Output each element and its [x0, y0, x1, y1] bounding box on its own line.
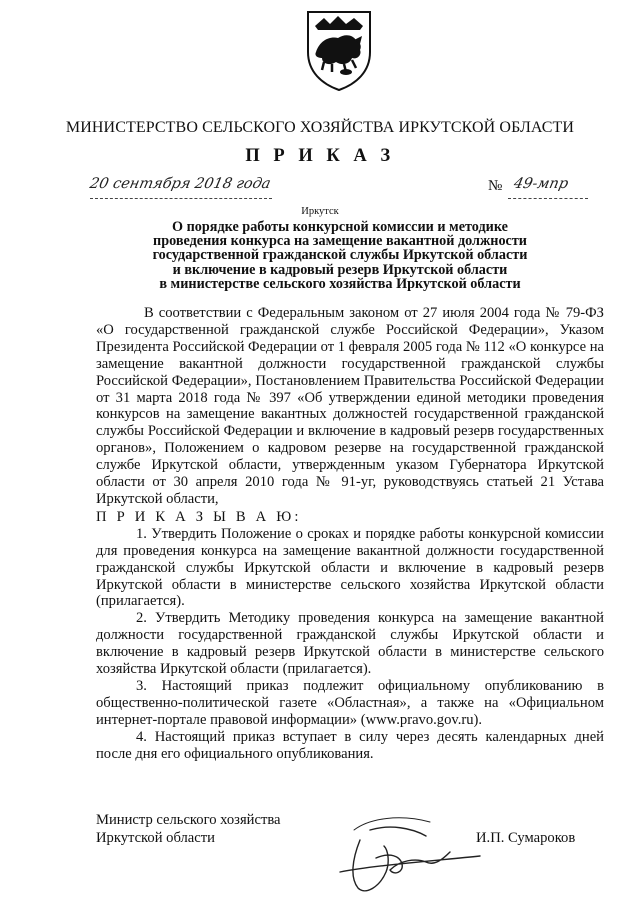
preamble-paragraph: В соответствии с Федеральным законом от 27 июля 2004 года № 79-ФЗ «О государственной гражданской службе Российской Федерации», Указом Президента Российской Федерации от 1 февраля 2005 года № 112 «О конкурсе на замещение вакантной должности государственной гражданской службы Российской Федерации», Постановлением Правительства Российской Федерации от 31 марта 2018 года № 397 «Об утверждении единой методики проведения конкурсов на замещение вакантных должностей государственной гражданской службы Российской Федерации и включение в кадровый резерв государственных органов», Положением о кадровом резерве на государственной гражданской службе Иркутской области, утвержденным указом Губернатора Иркутской области от 30 апреля 2010 года № 91-уг, руководствуясь статьей 21 Устава Иркутской области, — [96, 305, 604, 507]
subject-line: и включение в кадровый резерв Иркутской области — [172, 261, 508, 278]
handwritten-signature — [330, 800, 490, 900]
number-label: № — [488, 178, 503, 194]
handwritten-number-text: 49-мпр — [512, 176, 570, 192]
document-type-title: П Р И К А З — [245, 146, 395, 166]
signatory-name: И.П. Сумароков — [476, 830, 576, 846]
subject-line: в министерстве сельского хозяйства Иркутской области — [159, 275, 521, 292]
order-item-2: 2. Утвердить Методику проведения конкурса на замещение вакантной должности государственной гражданской службы Иркутской области и включение в кадровый резерв Иркутской области в министерстве сельского хозяйства Иркутской области (прилагается). — [96, 610, 604, 678]
handwritten-date — [90, 176, 272, 199]
signatory-position — [96, 811, 281, 847]
ministry-name: МИНИСТЕРСТВО СЕЛЬСКОГО ХОЗЯЙСТВА ИРКУТСКОЙ ОБЛАСТИ — [65, 119, 575, 136]
order-item-1: 1. Утвердить Положение о сроках и порядке работы конкурсной комиссии для проведения конкурса на замещение вакантной должности государственной гражданской службы Иркутской области и включение в кадровый резерв Иркутской области в министерстве сельского хозяйства Иркутской области (прилагается). — [96, 525, 604, 610]
subject-line: государственной гражданской службы Иркутской области — [152, 247, 528, 264]
signatory-position-line: Министр сельского хозяйства — [96, 812, 281, 828]
handwritten-number — [508, 176, 588, 199]
city-name: Иркутск — [301, 206, 339, 217]
document-body — [96, 305, 604, 762]
order-item-4: 4. Настоящий приказ вступает в силу через десять календарных дней после дня его официального опубликования. — [96, 728, 604, 762]
coat-of-arms-emblem — [300, 6, 378, 92]
subject-line: О порядке работы конкурсной комиссии и методике — [172, 219, 508, 235]
subject-heading — [130, 220, 550, 291]
subject-line: проведения конкурса на замещение вакантной должности — [153, 233, 527, 250]
order-item-3: 3. Настоящий приказ подлежит официальному опубликованию в общественно-политической газете «Областная», а также на «Официальном интернет-портале правовой информации» (www.pravo.gov.ru). — [96, 677, 604, 728]
handwritten-date-text: 20 сентября 2018 года — [88, 176, 273, 192]
signatory-position-line: Иркутской области — [96, 830, 215, 846]
order-word: П Р И К А З Ы В А Ю: — [96, 508, 302, 525]
